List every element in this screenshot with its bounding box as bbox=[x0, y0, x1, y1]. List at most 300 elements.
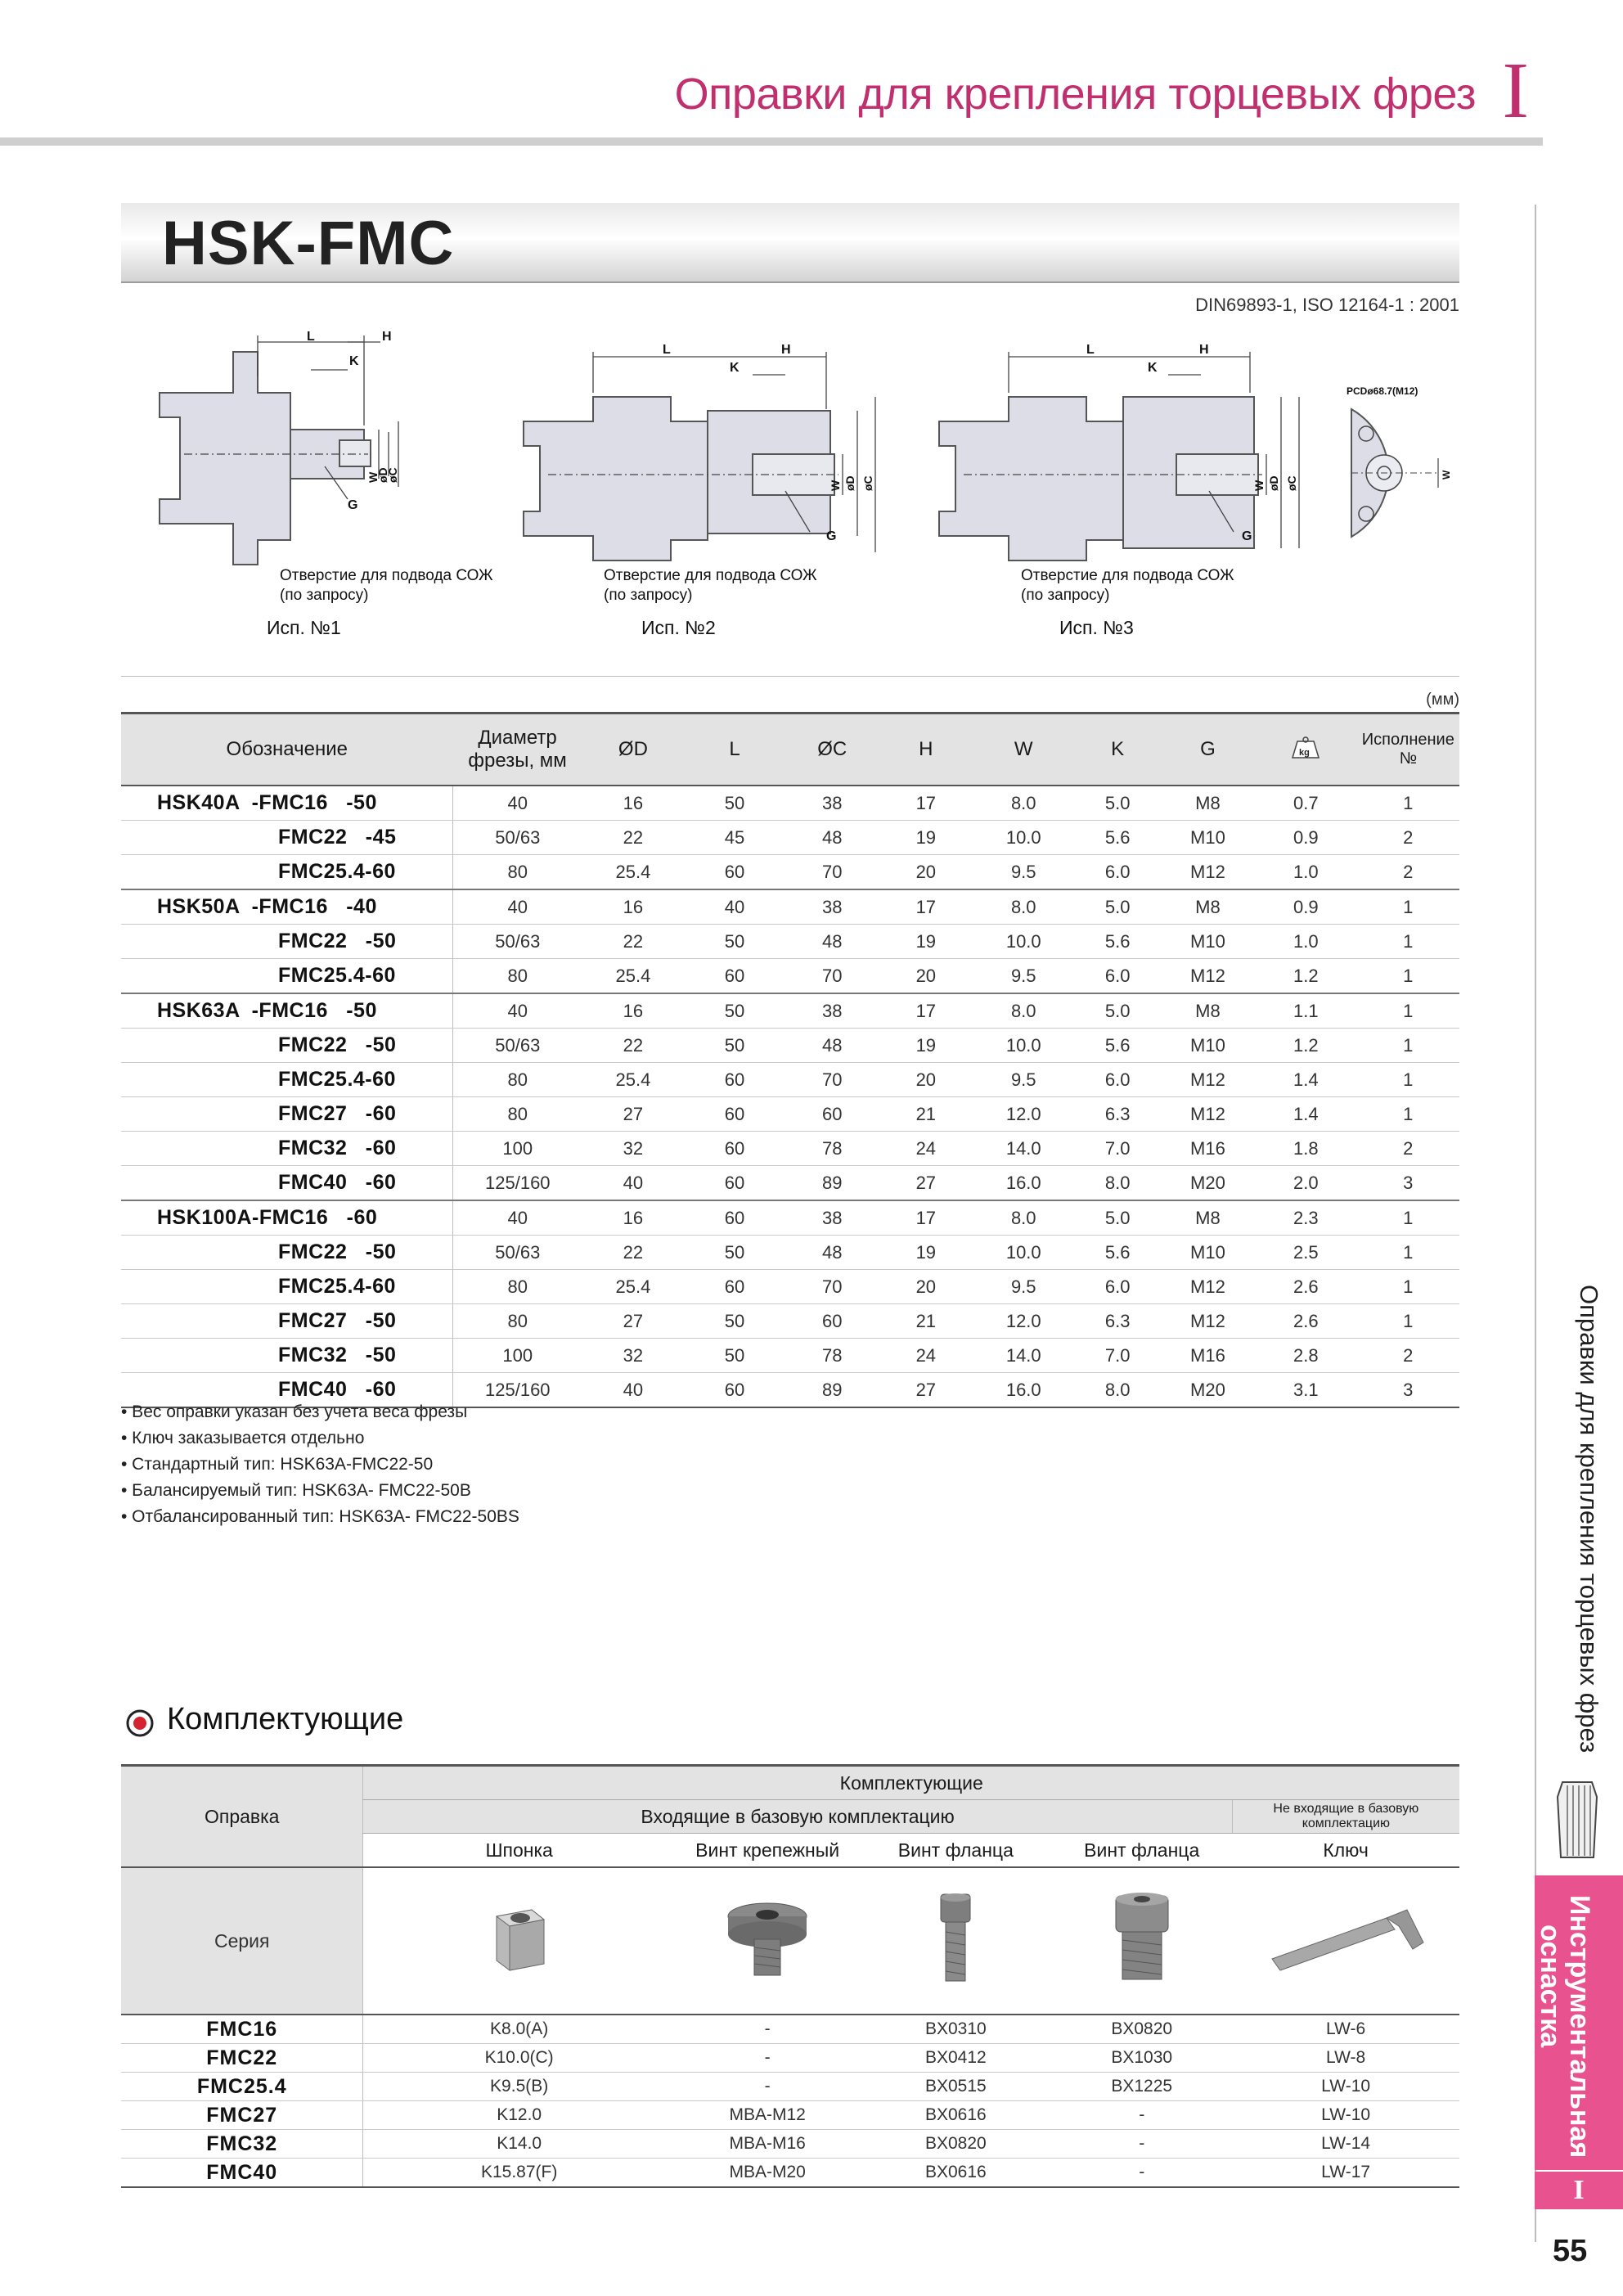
table-cell: M20 bbox=[1161, 1373, 1255, 1408]
table-row bbox=[121, 1097, 1459, 1132]
col-variant: Исполнение № bbox=[1357, 714, 1459, 786]
table-cell: 25.4 bbox=[582, 855, 685, 890]
designation-cell: HSK100A-FMC16 -60 bbox=[121, 1200, 453, 1236]
acc-col-holder: Оправка bbox=[121, 1766, 363, 1868]
table-cell: 2.6 bbox=[1255, 1304, 1357, 1339]
table-cell: M10 bbox=[1161, 925, 1255, 959]
table-cell: 89 bbox=[785, 1373, 879, 1408]
table-cell: LW-10 bbox=[1232, 2073, 1459, 2101]
table-cell: 3 bbox=[1357, 1166, 1459, 1201]
accessories-table bbox=[121, 1764, 1459, 2188]
table-cell: 125/160 bbox=[453, 1373, 582, 1408]
table-cell: 50 bbox=[684, 1029, 785, 1063]
dim-C: øC bbox=[1285, 475, 1298, 491]
series-cell: FMC16 bbox=[121, 2015, 363, 2044]
table-cell: 40 bbox=[453, 993, 582, 1029]
table-cell: 60 bbox=[684, 959, 785, 994]
table-cell: 78 bbox=[785, 1132, 879, 1166]
table-cell: 25.4 bbox=[582, 1063, 685, 1097]
table-cell: 1.4 bbox=[1255, 1063, 1357, 1097]
designation-cell: FMC25.4-60 bbox=[121, 959, 453, 994]
table-cell: 12.0 bbox=[973, 1097, 1075, 1132]
acc-col-clamp-screw: Винт крепежный bbox=[675, 1834, 861, 1868]
col-designation: Обозначение bbox=[121, 714, 453, 786]
acc-col-wrench: Ключ bbox=[1232, 1834, 1459, 1868]
table-cell: 9.5 bbox=[973, 1063, 1075, 1097]
acc-col-flange-screw-2: Винт фланца bbox=[1051, 1834, 1232, 1868]
table-cell: 16 bbox=[582, 1200, 685, 1236]
page-number: 55 bbox=[1553, 2234, 1588, 2268]
table-cell: 78 bbox=[785, 1339, 879, 1373]
coolant-note-1-line2: (по запросу) bbox=[280, 587, 369, 604]
table-cell: BX0616 bbox=[860, 2159, 1051, 2188]
table-cell: 50 bbox=[684, 993, 785, 1029]
table-cell: - bbox=[1051, 2159, 1232, 2188]
table-cell: 60 bbox=[684, 1166, 785, 1201]
weight-icon bbox=[1289, 735, 1322, 759]
table-cell: 60 bbox=[684, 1097, 785, 1132]
table-cell: 70 bbox=[785, 1270, 879, 1304]
section-divider bbox=[121, 676, 1459, 677]
table-cell: 0.7 bbox=[1255, 786, 1357, 821]
table-cell: 80 bbox=[453, 1270, 582, 1304]
clamp-screw-image bbox=[675, 1867, 861, 2015]
table-cell: 40 bbox=[582, 1166, 685, 1201]
table-cell: M10 bbox=[1161, 1029, 1255, 1063]
side-tab bbox=[1535, 1875, 1623, 2170]
dim-W: W bbox=[829, 479, 842, 491]
designation-cell: FMC27 -60 bbox=[121, 1097, 453, 1132]
series-cell: FMC32 bbox=[121, 2130, 363, 2159]
table-cell: 32 bbox=[582, 1339, 685, 1373]
table-row bbox=[121, 786, 1459, 821]
list-item bbox=[121, 2073, 1459, 2101]
table-cell: 40 bbox=[684, 889, 785, 925]
standard-ref: DIN69893-1, ISO 12164-1 : 2001 bbox=[1195, 295, 1459, 315]
acc-images-row bbox=[121, 1867, 1459, 2015]
list-item bbox=[121, 2101, 1459, 2130]
acc-group-header: Комплектующие bbox=[363, 1766, 1459, 1800]
table-cell: 25.4 bbox=[582, 959, 685, 994]
table-cell: - bbox=[675, 2015, 861, 2044]
table-cell: 6.0 bbox=[1075, 959, 1161, 994]
collet-icon bbox=[1551, 1776, 1603, 1866]
table-cell: BX0616 bbox=[860, 2101, 1051, 2130]
table-cell: 24 bbox=[879, 1339, 973, 1373]
table-cell: 2 bbox=[1357, 1132, 1459, 1166]
table-cell: 0.9 bbox=[1255, 821, 1357, 855]
dim-W: W bbox=[1441, 470, 1452, 479]
table-cell: 89 bbox=[785, 1166, 879, 1201]
table-row bbox=[121, 959, 1459, 994]
table-cell: 3.1 bbox=[1255, 1373, 1357, 1408]
note-5: • Отбалансированный тип: HSK63A- FMC22-50BS bbox=[121, 1507, 519, 1526]
table-cell: 9.5 bbox=[973, 855, 1075, 890]
table-cell: M20 bbox=[1161, 1166, 1255, 1201]
table-cell: 16.0 bbox=[973, 1166, 1075, 1201]
designation-cell: HSK40A -FMC16 -50 bbox=[121, 786, 453, 821]
drawing-variant-1 bbox=[151, 327, 495, 573]
designation-cell: FMC25.4-60 bbox=[121, 1270, 453, 1304]
table-cell: 14.0 bbox=[973, 1339, 1075, 1373]
table-cell: 2 bbox=[1357, 821, 1459, 855]
table-cell: 40 bbox=[453, 786, 582, 821]
table-cell: 20 bbox=[879, 1270, 973, 1304]
table-cell: 27 bbox=[582, 1097, 685, 1132]
table-cell: 22 bbox=[582, 1236, 685, 1270]
table-cell: 48 bbox=[785, 925, 879, 959]
table-cell: 1 bbox=[1357, 1097, 1459, 1132]
table-cell: 1.2 bbox=[1255, 959, 1357, 994]
series-cell: FMC22 bbox=[121, 2044, 363, 2073]
side-tab-line1: Инструментальная bbox=[1564, 1895, 1595, 2159]
table-cell: M16 bbox=[1161, 1132, 1255, 1166]
table-cell: 6.0 bbox=[1075, 855, 1161, 890]
key-block-icon bbox=[487, 1902, 552, 1975]
table-cell: 1 bbox=[1357, 786, 1459, 821]
coolant-note-3-line2: (по запросу) bbox=[1021, 587, 1110, 604]
table-cell: 125/160 bbox=[453, 1166, 582, 1201]
table-cell: 60 bbox=[684, 1270, 785, 1304]
drawing-variant-2 bbox=[515, 335, 892, 565]
note-1: • Вес оправки указан без учета веса фрезы bbox=[121, 1402, 468, 1421]
accessories-title-text: Комплектующие bbox=[167, 1702, 404, 1736]
table-cell: 5.6 bbox=[1075, 925, 1161, 959]
drawing-flange-view bbox=[1333, 385, 1472, 540]
table-cell: 80 bbox=[453, 1304, 582, 1339]
designation-cell: FMC22 -50 bbox=[121, 1236, 453, 1270]
table-cell: 6.3 bbox=[1075, 1097, 1161, 1132]
spec-table-header bbox=[121, 714, 1459, 786]
table-cell: 50/63 bbox=[453, 821, 582, 855]
units-label: (мм) bbox=[1426, 691, 1459, 709]
table-cell: 25.4 bbox=[582, 1270, 685, 1304]
table-row bbox=[121, 1166, 1459, 1201]
table-cell: K14.0 bbox=[363, 2130, 675, 2159]
table-cell: 60 bbox=[684, 1132, 785, 1166]
col-cutter-dia: Диаметр фрезы, мм bbox=[453, 714, 582, 786]
model-name: HSK-FMC bbox=[162, 209, 455, 278]
table-cell: 5.6 bbox=[1075, 1029, 1161, 1063]
table-cell: 27 bbox=[879, 1373, 973, 1408]
dim-L: L bbox=[1086, 343, 1095, 357]
table-cell: 7.0 bbox=[1075, 1339, 1161, 1373]
table-cell: 60 bbox=[684, 1373, 785, 1408]
dim-G: G bbox=[348, 498, 358, 512]
list-item bbox=[121, 2159, 1459, 2188]
col-w: W bbox=[973, 714, 1075, 786]
dim-D: øD bbox=[843, 475, 856, 491]
table-cell: 6.0 bbox=[1075, 1270, 1161, 1304]
table-cell: 1 bbox=[1357, 1304, 1459, 1339]
table-cell: LW-10 bbox=[1232, 2101, 1459, 2130]
table-cell: 6.3 bbox=[1075, 1304, 1161, 1339]
table-cell: M8 bbox=[1161, 889, 1255, 925]
table-cell: LW-8 bbox=[1232, 2044, 1459, 2073]
table-cell: 8.0 bbox=[1075, 1166, 1161, 1201]
table-cell: 5.0 bbox=[1075, 993, 1161, 1029]
coolant-note-3 bbox=[1021, 566, 1234, 606]
table-cell: 14.0 bbox=[973, 1132, 1075, 1166]
dim-K: K bbox=[730, 361, 740, 375]
table-cell: 60 bbox=[785, 1304, 879, 1339]
dim-H: H bbox=[1199, 343, 1209, 357]
variant-3-label: Исп. №3 bbox=[1059, 617, 1134, 638]
table-cell: 40 bbox=[582, 1373, 685, 1408]
coolant-note-3-line1: Отверстие для подвода СОЖ bbox=[1021, 567, 1234, 584]
dim-L: L bbox=[663, 343, 671, 357]
table-cell: - bbox=[675, 2044, 861, 2073]
table-cell: K15.87(F) bbox=[363, 2159, 675, 2188]
table-cell: 19 bbox=[879, 821, 973, 855]
table-cell: 22 bbox=[582, 925, 685, 959]
table-cell: M8 bbox=[1161, 1200, 1255, 1236]
table-cell: M12 bbox=[1161, 1063, 1255, 1097]
table-cell: 8.0 bbox=[973, 1200, 1075, 1236]
table-cell: 80 bbox=[453, 1097, 582, 1132]
variant-1-label: Исп. №1 bbox=[267, 617, 341, 638]
table-cell: MBA-M16 bbox=[675, 2130, 861, 2159]
table-cell: 70 bbox=[785, 855, 879, 890]
table-cell: 19 bbox=[879, 1029, 973, 1063]
table-cell: M12 bbox=[1161, 1304, 1255, 1339]
table-cell: BX0310 bbox=[860, 2015, 1051, 2044]
table-row bbox=[121, 1029, 1459, 1063]
table-row bbox=[121, 1200, 1459, 1236]
table-row bbox=[121, 1270, 1459, 1304]
table-cell: BX0820 bbox=[860, 2130, 1051, 2159]
table-cell: 1 bbox=[1357, 1236, 1459, 1270]
table-cell: 1 bbox=[1357, 1063, 1459, 1097]
accessories-title bbox=[124, 1702, 403, 1737]
table-cell: - bbox=[675, 2073, 861, 2101]
table-cell: 2 bbox=[1357, 1339, 1459, 1373]
dim-K: K bbox=[349, 354, 359, 368]
dim-pcd: PCDø68.7(M12) bbox=[1347, 385, 1418, 397]
page-title: Оправки для крепления торцевых фрез bbox=[674, 70, 1476, 119]
dim-W: W bbox=[1252, 479, 1266, 491]
table-cell: K10.0(C) bbox=[363, 2044, 675, 2073]
table-cell: 24 bbox=[879, 1132, 973, 1166]
table-cell: 50/63 bbox=[453, 925, 582, 959]
table-cell: - bbox=[1051, 2101, 1232, 2130]
acc-series-label: Серия bbox=[121, 1867, 363, 2015]
weight-icon-label: kg bbox=[1299, 747, 1311, 758]
table-cell: 2 bbox=[1357, 855, 1459, 890]
table-cell: 8.0 bbox=[1075, 1373, 1161, 1408]
table-cell: 21 bbox=[879, 1097, 973, 1132]
table-cell: 1.4 bbox=[1255, 1097, 1357, 1132]
flange-screw-image-1 bbox=[860, 1867, 1051, 2015]
designation-cell: HSK50A -FMC16 -40 bbox=[121, 889, 453, 925]
table-cell: 16 bbox=[582, 786, 685, 821]
coolant-note-2-line2: (по запросу) bbox=[604, 587, 693, 604]
table-cell: 50 bbox=[684, 1304, 785, 1339]
table-cell: 80 bbox=[453, 1063, 582, 1097]
table-cell: 19 bbox=[879, 1236, 973, 1270]
table-cell: BX0515 bbox=[860, 2073, 1051, 2101]
notes bbox=[121, 1399, 519, 1530]
table-cell: M12 bbox=[1161, 1270, 1255, 1304]
side-section-numeral: I bbox=[1535, 2172, 1623, 2209]
table-cell: 17 bbox=[879, 786, 973, 821]
list-item bbox=[121, 2044, 1459, 2073]
table-cell: 50 bbox=[684, 925, 785, 959]
table-cell: 1 bbox=[1357, 1029, 1459, 1063]
table-cell: 50 bbox=[684, 1339, 785, 1373]
designation-cell: FMC25.4-60 bbox=[121, 855, 453, 890]
table-cell: 20 bbox=[879, 959, 973, 994]
table-cell: 2.8 bbox=[1255, 1339, 1357, 1373]
list-item bbox=[121, 2130, 1459, 2159]
designation-cell: FMC32 -50 bbox=[121, 1339, 453, 1373]
table-cell: 1 bbox=[1357, 993, 1459, 1029]
table-row bbox=[121, 1304, 1459, 1339]
table-cell: 1.0 bbox=[1255, 855, 1357, 890]
table-cell: 5.0 bbox=[1075, 889, 1161, 925]
coolant-note-1 bbox=[280, 566, 493, 606]
table-cell: 12.0 bbox=[973, 1304, 1075, 1339]
table-cell: 2.0 bbox=[1255, 1166, 1357, 1201]
table-cell: 1.8 bbox=[1255, 1132, 1357, 1166]
table-cell: 1.2 bbox=[1255, 1029, 1357, 1063]
table-cell: 20 bbox=[879, 855, 973, 890]
key-image bbox=[363, 1867, 675, 2015]
variant-2-label: Исп. №2 bbox=[641, 617, 716, 638]
col-k: K bbox=[1075, 714, 1161, 786]
table-cell: 70 bbox=[785, 959, 879, 994]
table-cell: 9.5 bbox=[973, 1270, 1075, 1304]
table-row bbox=[121, 1132, 1459, 1166]
coolant-note-2 bbox=[604, 566, 817, 606]
dim-D: øD bbox=[1267, 475, 1280, 491]
dim-C: øC bbox=[386, 467, 399, 483]
designation-cell: FMC22 -50 bbox=[121, 1029, 453, 1063]
table-cell: 21 bbox=[879, 1304, 973, 1339]
table-cell: 60 bbox=[684, 1200, 785, 1236]
table-cell: 100 bbox=[453, 1339, 582, 1373]
table-cell: 1 bbox=[1357, 1270, 1459, 1304]
dim-C: øC bbox=[861, 475, 874, 491]
table-cell: 1 bbox=[1357, 925, 1459, 959]
acc-col-key: Шпонка bbox=[363, 1834, 675, 1868]
table-cell: 20 bbox=[879, 1063, 973, 1097]
table-cell: 19 bbox=[879, 925, 973, 959]
table-cell: K9.5(B) bbox=[363, 2073, 675, 2101]
table-cell: 1.0 bbox=[1255, 925, 1357, 959]
side-tab-line2: оснастка bbox=[1535, 1925, 1566, 2048]
table-cell: 80 bbox=[453, 959, 582, 994]
table-cell: 8.0 bbox=[973, 786, 1075, 821]
table-cell: 50/63 bbox=[453, 1029, 582, 1063]
table-cell: 8.0 bbox=[973, 993, 1075, 1029]
designation-cell: FMC32 -60 bbox=[121, 1132, 453, 1166]
table-cell: 10.0 bbox=[973, 1236, 1075, 1270]
table-cell: 48 bbox=[785, 1236, 879, 1270]
table-cell: 40 bbox=[453, 889, 582, 925]
table-row bbox=[121, 821, 1459, 855]
dim-H: H bbox=[781, 343, 791, 357]
note-4: • Балансируемый тип: HSK63A- FMC22-50B bbox=[121, 1481, 471, 1500]
table-cell: 7.0 bbox=[1075, 1132, 1161, 1166]
table-row bbox=[121, 1236, 1459, 1270]
dim-H: H bbox=[382, 330, 392, 344]
col-weight bbox=[1255, 714, 1357, 786]
table-cell: M12 bbox=[1161, 855, 1255, 890]
designation-cell: FMC40 -60 bbox=[121, 1373, 453, 1408]
table-cell: 27 bbox=[582, 1304, 685, 1339]
spec-table-body bbox=[121, 786, 1459, 1407]
table-cell: 38 bbox=[785, 993, 879, 1029]
col-h: H bbox=[879, 714, 973, 786]
table-cell: 2.5 bbox=[1255, 1236, 1357, 1270]
table-cell: 8.0 bbox=[973, 889, 1075, 925]
table-cell: 0.9 bbox=[1255, 889, 1357, 925]
table-cell: 32 bbox=[582, 1132, 685, 1166]
table-cell: 5.6 bbox=[1075, 821, 1161, 855]
col-g: G bbox=[1161, 714, 1255, 786]
dim-G: G bbox=[1242, 529, 1252, 543]
table-cell: 10.0 bbox=[973, 1029, 1075, 1063]
table-cell: 10.0 bbox=[973, 925, 1075, 959]
table-cell: 9.5 bbox=[973, 959, 1075, 994]
table-cell: 16.0 bbox=[973, 1373, 1075, 1408]
table-cell: 22 bbox=[582, 821, 685, 855]
table-cell: 60 bbox=[785, 1097, 879, 1132]
header-rule bbox=[0, 137, 1543, 146]
table-cell: LW-14 bbox=[1232, 2130, 1459, 2159]
table-cell: 48 bbox=[785, 1029, 879, 1063]
table-cell: 50/63 bbox=[453, 1236, 582, 1270]
table-row bbox=[121, 889, 1459, 925]
table-row bbox=[121, 1339, 1459, 1373]
table-cell: 2.6 bbox=[1255, 1270, 1357, 1304]
table-cell: 6.0 bbox=[1075, 1063, 1161, 1097]
designation-cell: FMC27 -50 bbox=[121, 1304, 453, 1339]
col-l: L bbox=[684, 714, 785, 786]
wrench-image bbox=[1232, 1867, 1459, 2015]
acc-included-header: Входящие в базовую комплектацию bbox=[363, 1800, 1232, 1834]
table-cell: M10 bbox=[1161, 821, 1255, 855]
hex-wrench-icon bbox=[1264, 1893, 1427, 1983]
col-od: ØD bbox=[582, 714, 685, 786]
table-cell: 17 bbox=[879, 1200, 973, 1236]
table-cell: 1 bbox=[1357, 889, 1459, 925]
table-row bbox=[121, 925, 1459, 959]
table-cell: 38 bbox=[785, 889, 879, 925]
accessories-body bbox=[121, 1867, 1459, 2187]
table-cell: M16 bbox=[1161, 1339, 1255, 1373]
table-cell: M10 bbox=[1161, 1236, 1255, 1270]
table-cell: M8 bbox=[1161, 993, 1255, 1029]
series-cell: FMC25.4 bbox=[121, 2073, 363, 2101]
table-cell: 60 bbox=[684, 855, 785, 890]
table-cell: K8.0(A) bbox=[363, 2015, 675, 2044]
note-2: • Ключ заказывается отдельно bbox=[121, 1429, 365, 1447]
table-cell: 10.0 bbox=[973, 821, 1075, 855]
table-cell: LW-17 bbox=[1232, 2159, 1459, 2188]
table-cell: 60 bbox=[684, 1063, 785, 1097]
acc-not-included-header: Не входящие в базовую комплектацию bbox=[1232, 1800, 1459, 1834]
table-cell: MBA-M20 bbox=[675, 2159, 861, 2188]
flange-screw-large-icon bbox=[1101, 1889, 1183, 1988]
note-3: • Стандартный тип: HSK63A-FMC22-50 bbox=[121, 1455, 434, 1474]
table-cell: 5.0 bbox=[1075, 786, 1161, 821]
side-vertical-title-text: Оправки для крепления торцевых фрез bbox=[1575, 1285, 1603, 1754]
table-row bbox=[121, 1063, 1459, 1097]
table-cell: 1.1 bbox=[1255, 993, 1357, 1029]
designation-cell: FMC22 -45 bbox=[121, 821, 453, 855]
